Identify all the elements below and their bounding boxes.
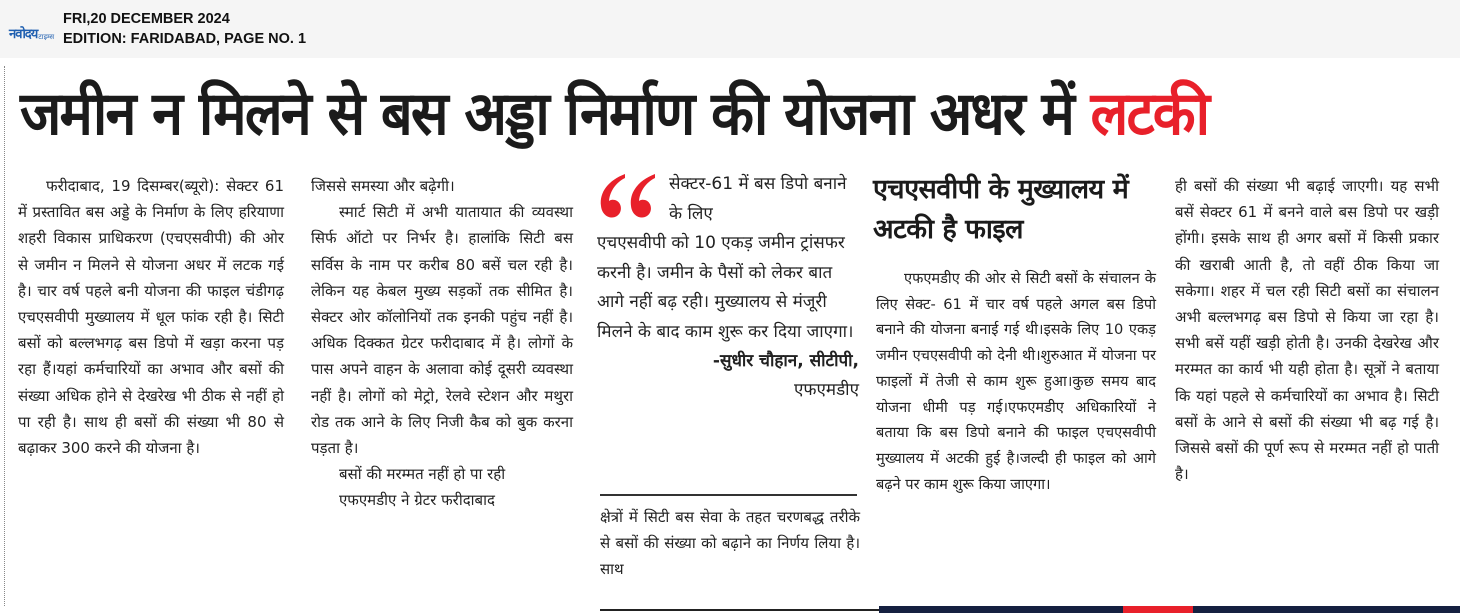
column-1-paragraph: फरीदाबाद, 19 दिसम्बर(ब्यूरो): सेक्टर 61 में प्रस्तावित बस अड्डे के निर्माण के लिए हरियाणा शहरी विकास प्राधिकरण (एचएसवीपी) की ओर से जमीन न मिलने से योजना अधर में लटक गई है। चार वर्ष पहले बनी योजना की फाइल चंडीगढ़ एचएसवीपी मुख्यालय में धूल फांक रही है। सिटी बसों को बल्लभगढ़ बस डिपो में खड़ा करना पड़ रहा हैं।यहां कर्मचारियों का अभाव और बसों की संख्या अधिक होने से देखरेख भी ठीक से नहीं हो पा रही है। साथ ही बसों की संख्या भी 80 से बढ़ाकर 300 करने की योजना है। <box>18 177 284 458</box>
quote-attribution-org: एफएमडीए <box>794 380 859 400</box>
article-column-5 <box>1175 173 1439 487</box>
column-4-paragraph: एफएमडीए की ओर से सिटी बसों के संचालन के लिए सेक्ट- 61 में चार वर्ष पहले अगल बस डिपो बनाने की योजना बनाई गई थी।इसके लिए 10 एकड़ जमीन एचएसवीपी को देनी थी।शुरुआत में योजना पर फाइलों में तेजी से काम शुरू हुआ।कुछ समय बाद योजना धीमी पड़ गई।एफएमडीए अधिकारियों ने बताया कि बस डिपो बनाने की फाइल एचएसवीपी मुख्यालय में अटकी हुई है।जल्दी ही फाइल को आगे बढ़ने पर काम शुरू किया जाएगा। <box>876 270 1157 493</box>
article-column-4 <box>876 266 1156 497</box>
edition-meta <box>63 9 306 49</box>
article-column-1 <box>18 173 284 461</box>
quote-first-lines: सेक्टर-61 में बस डिपो बनाने के लिए <box>669 174 847 224</box>
column-2-paragraph: स्मार्ट सिटी में अभी यातायात की व्यवस्था सिर्फ ऑटो पर निर्भर है। हालांकि सिटी बस सर्विस के नाम पर करीब 80 बसें चल रही है। लेकिन यह केबल मुख्य सड़कों तक सीमित है। सेक्टर ओर कॉलोनियों तक इनकी पहुंच नहीं है। अधिक दिक्कत ग्रेटर फरीदाबाद में है। लोगों के पास अपने वाहन के अलावा कोई दूसरी व्यवस्था नहीं है। लोगों को मेट्रो, रेलवे स्टेशन और मथुरा रोड तक आने के लिए निजी कैब को बुक करना पड़ता है। <box>311 203 573 458</box>
footer-bar <box>879 606 1460 613</box>
pull-quote <box>597 170 859 405</box>
logo-main-text: नवोदय <box>9 27 38 42</box>
headline-main: जमीन न मिलने से बस अड्डा निर्माण की योजना अधर में <box>20 79 1091 149</box>
footer-accent <box>1123 606 1193 613</box>
article-column-3 <box>600 504 860 583</box>
quote-divider <box>600 494 857 496</box>
headline-highlight: लटकी <box>1090 79 1209 149</box>
column-2-subhead-line: बसों की मरम्मत नहीं हो पा रही <box>339 465 506 484</box>
article-column-2 <box>311 173 573 514</box>
edition-info: EDITION: FARIDABAD, PAGE NO. 1 <box>63 31 307 47</box>
column-3-paragraph: क्षेत्रों में सिटी बस सेवा के तहत चरणबद्ध तरीके से बसों की संख्या को बढ़ाने का निर्णय लिया है। साथ <box>600 508 860 579</box>
article-headline <box>20 74 1341 154</box>
article-subheading: एचएसवीपी के मुख्यालय में अटकी है फाइल <box>873 174 1129 245</box>
newspaper-clipping <box>0 58 1460 613</box>
column-2-paragraph: एफएमडीए ने ग्रेटर फरीदाबाद <box>339 491 495 510</box>
edition-date: FRI,20 DECEMBER 2024 <box>63 11 230 27</box>
clipping-border <box>4 66 5 606</box>
quote-body: एचएसवीपी को 10 एकड़ जमीन ट्रांसफर करनी है। जमीन के पैसों को लेकर बात आगे नहीं बढ़ रही। मुख्यालय से मंजूरी मिलने के बाद काम शुरू कर दिया जाएगा। <box>597 233 854 342</box>
logo-sub-text: टाइम्स <box>38 33 55 41</box>
quote-mark-icon <box>597 170 659 222</box>
newspaper-logo <box>9 24 55 42</box>
quote-attribution: -सुधीर चौहान, सीटीपी, <box>712 351 859 371</box>
column-5-paragraph: ही बसों की संख्या भी बढ़ाई जाएगी। यह सभी बसें सेक्टर 61 में बनने वाले बस डिपो पर खड़ी होंगी। इसके साथ ही अगर बसों में किसी प्रकार की खराबी आती है, तो वहीं ठीक किया जा सकेगा। शहर में चल रही सिटी बसों का संचालन अभी बल्लभगढ़ बस डिपो से किया जा रहा है। सभी बसें यहीं खड़ी होती है। उनकी देखरेख और मरम्मत का कार्य भी यही होता है। सूत्रों ने बताया कि यहां पहले से कर्मचारियों का अभाव है। सिटी बसों के आने से बसों की संख्या भी बढ़ गई है। जिससे बसों की पूर्ण रूप से मरम्मत नहीं हो पाती है। <box>1175 177 1439 484</box>
bottom-divider <box>600 609 879 611</box>
column-2-paragraph: जिससे समस्या और बढ़ेगी। <box>311 177 455 195</box>
edition-header <box>0 0 1460 58</box>
